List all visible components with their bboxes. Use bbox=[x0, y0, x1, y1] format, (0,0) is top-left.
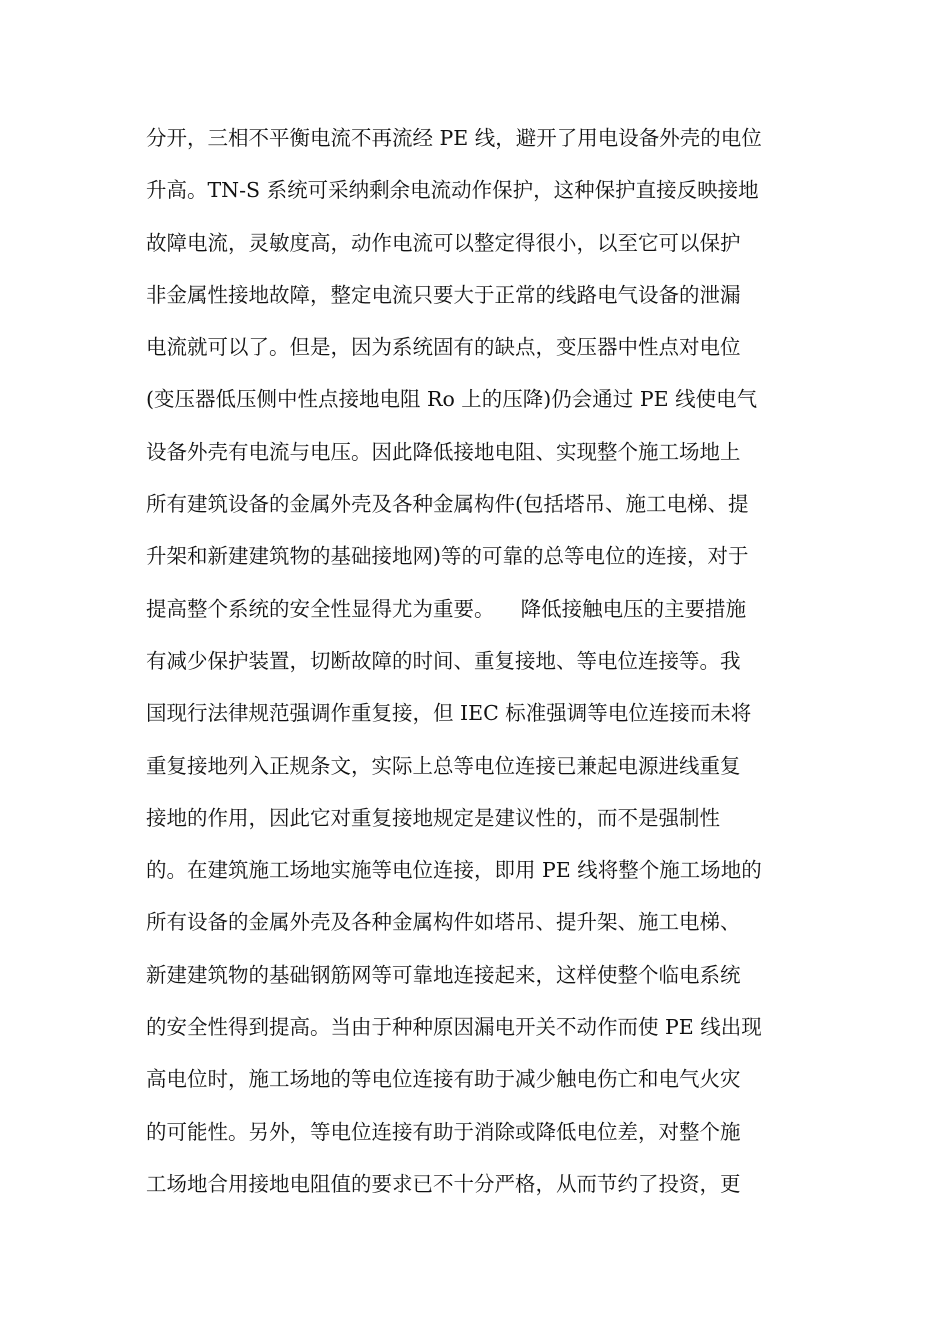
text-line: 所有设备的金属外壳及各种金属构件如塔吊、提升架、施工电梯、 bbox=[146, 910, 741, 935]
text-line: 的可能性。另外，等电位连接有助于消除或降低电位差，对整个施 bbox=[146, 1119, 741, 1144]
text-line: 设备外壳有电流与电压。因此降低接地电阻、实现整个施工场地上 bbox=[146, 439, 741, 464]
text-line: 分开，三相不平衡电流不再流经 PE 线，避开了用电设备外壳的电位 bbox=[146, 126, 762, 150]
body-text bbox=[146, 118, 826, 1216]
text-line: 工场地合用接地电阻值的要求已不十分严格，从而节约了投资，更 bbox=[146, 1171, 741, 1196]
text-line: 故障电流，灵敏度高，动作电流可以整定得很小，以至它可以保护 bbox=[146, 230, 741, 255]
text-line: 所有建筑设备的金属外壳及各种金属构件(包括塔吊、施工电梯、提 bbox=[146, 492, 749, 517]
text-line: 重复接地列入正规条文，实际上总等电位连接已兼起电源进线重复 bbox=[146, 753, 741, 778]
text-line: 升架和新建建筑物的基础接地网)等的可靠的总等电位的连接，对于 bbox=[146, 544, 749, 569]
text-line: 非金属性接地故障，整定电流只要大于正常的线路电气设备的泄漏 bbox=[146, 282, 741, 307]
text-line: 提高整个系统的安全性显得尤为重要。 降低接触电压的主要措施 bbox=[146, 596, 747, 621]
text-line: (变压器低压侧中性点接地电阻 Ro 上的压降)仍会通过 PE 线使电气 bbox=[146, 387, 758, 412]
text-line: 的。在建筑施工场地实施等电位连接，即用 PE 线将整个施工场地的 bbox=[146, 858, 762, 883]
text-line: 升高。TN-S 系统可采纳剩余电流动作保护，这种保护直接反映接地 bbox=[146, 178, 759, 203]
text-line: 国现行法律规范强调作重复接，但 IEC 标准强调等电位连接而未将 bbox=[146, 701, 752, 726]
text-line: 高电位时，施工场地的等电位连接有助于减少触电伤亡和电气火灾 bbox=[146, 1067, 741, 1092]
text-line: 新建建筑物的基础钢筋网等可靠地连接起来，这样使整个临电系统 bbox=[146, 962, 741, 987]
text-line: 有减少保护装置，切断故障的时间、重复接地、等电位连接等。我 bbox=[146, 648, 741, 673]
text-line: 的安全性得到提高。当由于种种原因漏电开关不动作而使 PE 线出现 bbox=[146, 1015, 762, 1040]
text-line: 电流就可以了。但是，因为系统固有的缺点，变压器中性点对电位 bbox=[146, 335, 741, 360]
text-line: 接地的作用，因此它对重复接地规定是建议性的，而不是强制性 bbox=[146, 805, 720, 830]
